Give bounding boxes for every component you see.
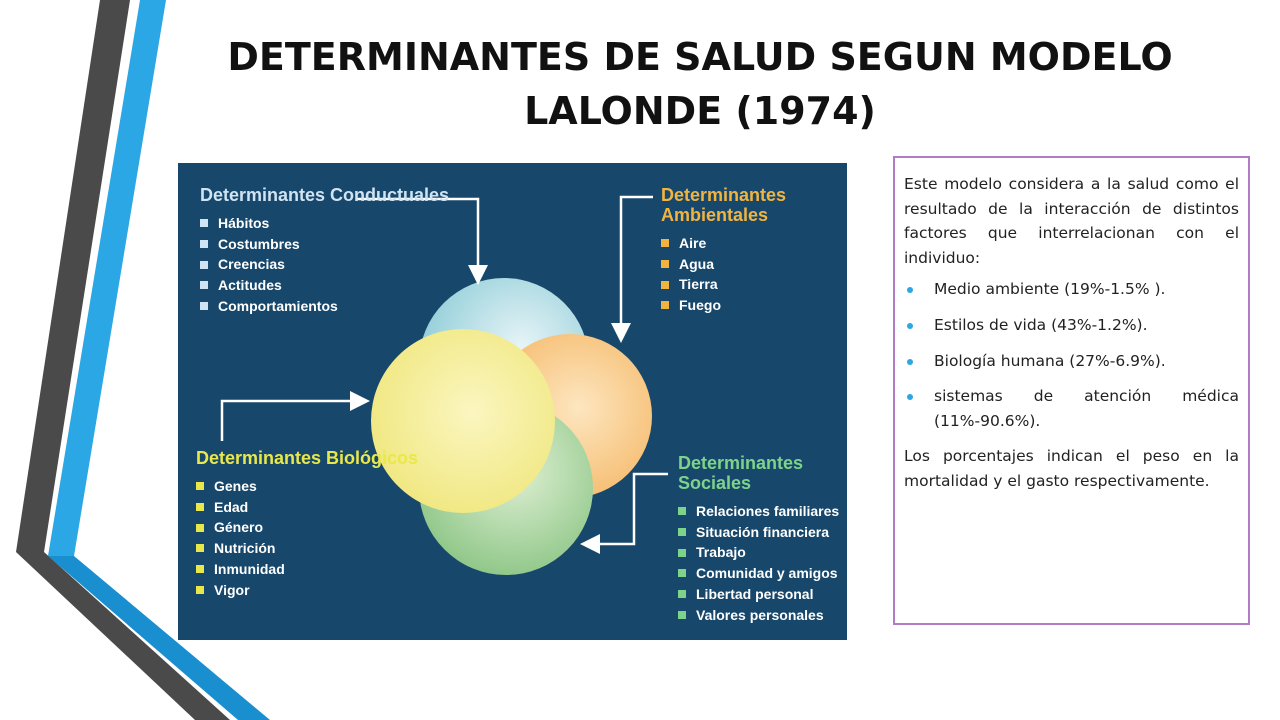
square-bullet-icon [200, 240, 208, 248]
list-item [196, 497, 418, 518]
square-bullet-icon [678, 507, 686, 515]
group-ambientales [661, 185, 847, 316]
footer-text: Los porcentajes indican el peso en la mortalidad y el gasto respectivamente. [904, 447, 1239, 490]
weight-item-label: Estilos de vida (43%-1.2%). [934, 315, 1148, 334]
square-bullet-icon [661, 239, 669, 247]
list-item-label: Genes [214, 478, 257, 494]
square-bullet-icon [678, 611, 686, 619]
square-bullet-icon [661, 281, 669, 289]
square-bullet-icon [196, 503, 204, 511]
list-item [200, 275, 449, 296]
list-item [196, 580, 418, 601]
list-item [678, 522, 847, 543]
list-item-label: Aire [679, 235, 707, 251]
square-bullet-icon [661, 260, 669, 268]
list-item-label: Comportamientos [218, 297, 338, 314]
list-item-label: Valores personales [696, 606, 824, 623]
list-item [678, 501, 847, 522]
group-title-conductuales: Determinantes Conductuales [200, 185, 450, 205]
square-bullet-icon [196, 482, 204, 490]
list-item [678, 584, 847, 605]
list-item-label: Trabajo [696, 544, 746, 561]
weight-item-label: sistemas de atención médica (11%-90.6%). [934, 387, 1239, 430]
list-item [200, 254, 449, 275]
arrow-biologicos [222, 401, 360, 441]
list-sociales [678, 501, 847, 625]
list-item-label: Agua [679, 255, 714, 272]
list-item-label: Género [214, 519, 264, 536]
bullet-dot-icon [907, 287, 913, 293]
list-item-label: Costumbres [218, 235, 300, 252]
bullet-dot-icon [907, 323, 913, 329]
list-item-label: Comunidad y amigos [696, 565, 838, 582]
list-item [661, 233, 847, 254]
square-bullet-icon [678, 528, 686, 536]
weight-item [904, 313, 1239, 338]
list-item-label: Creencias [218, 256, 285, 273]
bullet-dot-icon [907, 359, 913, 365]
description-box [893, 156, 1250, 625]
list-item [196, 538, 418, 559]
weight-item-label: Biología humana (27%-6.9%). [934, 351, 1166, 370]
group-sociales [678, 453, 847, 625]
list-item-label: Fuego [679, 297, 721, 314]
group-title-biologicos: Determinantes Biológicos [196, 448, 419, 468]
square-bullet-icon [200, 281, 208, 289]
group-title-sociales: Determinantes Sociales [678, 453, 804, 493]
list-item-label: Edad [214, 498, 249, 515]
square-bullet-icon [200, 219, 208, 227]
square-bullet-icon [196, 524, 204, 532]
list-item [661, 274, 847, 295]
weight-item [904, 349, 1239, 374]
group-title-ambientales: Determinantes Ambientales [661, 185, 787, 225]
intro-text: Este modelo considera a la salud como el resultado de la interacción de distintos factores que interrelacionan con el individuo: [904, 175, 1239, 267]
list-item-label: Hábitos [218, 215, 270, 231]
list-item [196, 476, 418, 497]
list-item-label: Tierra [679, 276, 718, 293]
group-biologicos [196, 448, 418, 600]
weight-item-label: Medio ambiente (19%-1.5% ). [934, 280, 1166, 299]
square-bullet-icon [678, 569, 686, 577]
weight-item [904, 277, 1239, 302]
arrow-ambientales [621, 197, 653, 333]
square-bullet-icon [200, 261, 208, 269]
square-bullet-icon [196, 565, 204, 573]
page-title: DETERMINANTES DE SALUD SEGUN MODELO LALONDE (1974) [227, 35, 1173, 133]
list-item [678, 605, 847, 626]
square-bullet-icon [678, 549, 686, 557]
square-bullet-icon [661, 301, 669, 309]
square-bullet-icon [196, 544, 204, 552]
list-item [678, 563, 847, 584]
list-item [661, 295, 847, 316]
list-item-label: Relaciones familiares [696, 503, 840, 519]
list-ambientales [661, 233, 847, 316]
bullet-dot-icon [907, 394, 913, 400]
group-conductuales [200, 185, 449, 317]
list-item [196, 559, 418, 580]
lalonde-diagram [178, 163, 847, 640]
weights-list [904, 277, 1239, 433]
list-conductuales [200, 213, 449, 317]
list-item-label: Nutrición [214, 540, 276, 557]
list-item [200, 296, 449, 317]
list-item-label: Vigor [214, 581, 250, 598]
list-item [678, 542, 847, 563]
list-item-label: Situación financiera [696, 523, 830, 540]
square-bullet-icon [200, 302, 208, 310]
square-bullet-icon [196, 586, 204, 594]
list-biologicos [196, 476, 418, 600]
weight-item [904, 384, 1239, 433]
list-item [200, 234, 449, 255]
square-bullet-icon [678, 590, 686, 598]
list-item-label: Libertad personal [696, 585, 814, 602]
list-item [661, 254, 847, 275]
list-item [200, 213, 449, 234]
list-item [196, 517, 418, 538]
list-item-label: Actitudes [218, 277, 282, 294]
list-item-label: Inmunidad [214, 560, 285, 577]
